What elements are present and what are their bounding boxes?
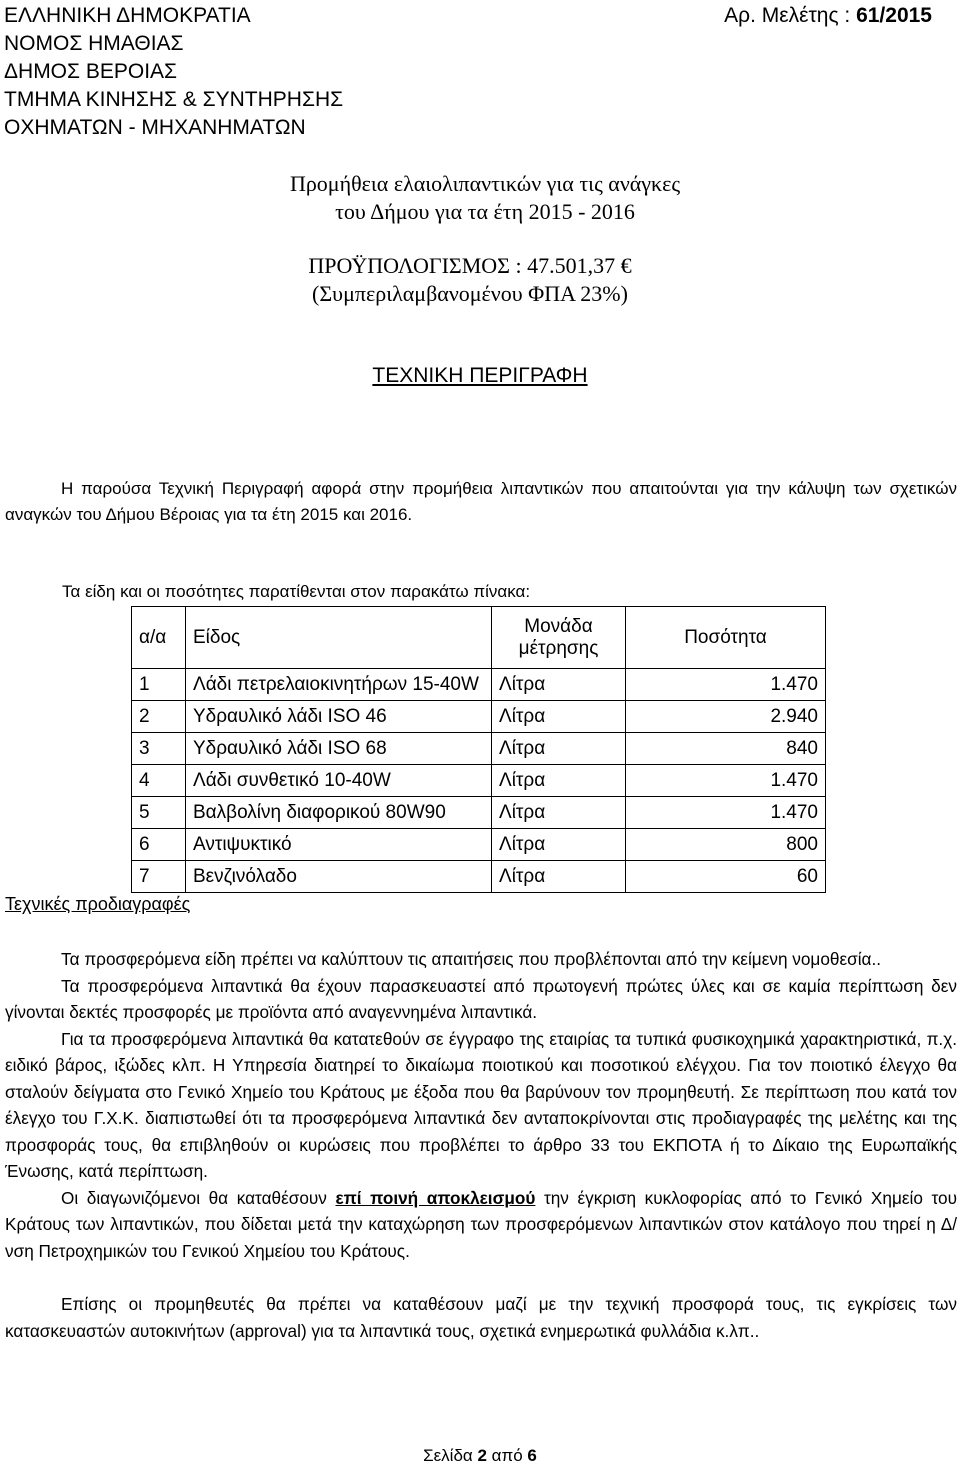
cell-eidos: Αντιψυκτικό xyxy=(186,829,492,861)
cell-qty: 2.940 xyxy=(626,701,826,733)
table-row xyxy=(132,861,826,893)
p4-before: Οι διαγωνιζόμενοι θα καταθέσουν xyxy=(61,1187,336,1208)
spec-paragraph-4 xyxy=(5,1185,957,1265)
intro-text: Η παρούσα Τεχνική Περιγραφή αφορά στην προμήθεια λιπαντικών που απαιτούνται για την κάλυψη των σχετικών αναγκών του Δήμου Βέροιας για τα έτη 2015 και 2016. xyxy=(5,479,957,524)
header-eidos: Είδος xyxy=(186,607,492,669)
cell-unit: Λίτρα xyxy=(492,861,626,893)
header-line-5: ΟΧΗΜΑΤΩΝ - ΜΗΧΑΝΗΜΑΤΩΝ xyxy=(4,116,306,139)
footer-page: 2 xyxy=(477,1446,487,1465)
cell-eidos: Λάδι συνθετικό 10-40W xyxy=(186,765,492,797)
spec-paragraph-3: Για τα προσφερόμενα λιπαντικά θα κατατεθούν σε έγγραφο της εταιρίας τα τυπικά φυσικοχημικά χαρακτηριστικά, π.χ. ειδικό βάρος, ιξώδες κλπ. Η Υπηρεσία διατηρεί το δικαίωμα ποιοτικού και ποσοτικού ελέγχου. Για τον ποιοτικό έλεγχο θα σταλούν δείγματα στο Γενικό Χημείο του Κράτους με έξοδα που θα βαρύνουν τον προμηθευτή. Σε περίπτωση που κατά τον έλεγχο του Γ.Χ.Κ. διαπιστωθεί ότι τα προσφερόμενα λιπαντικά δεν ανταποκρίνονται στις προδιαγραφές της μελέτης και της προσφοράς τους, θα επιβληθούν οι κυρώσεις που προβλέπει το άρθρο 33 του ΕΚΠΟΤΑ ή το Δίκαιο της Ευρωπαϊκής Ένωσης, κατά περίπτωση. xyxy=(5,1028,957,1181)
specifications-heading: Τεχνικές προδιαγραφές xyxy=(5,894,191,914)
header-unit-line1: Μονάδα xyxy=(524,615,593,637)
header-line-1: ΕΛΛΗΝΙΚΗ ΔΗΜΟΚΡΑΤΙΑ xyxy=(4,4,251,27)
document-title xyxy=(250,170,720,226)
cell-aa: 4 xyxy=(132,765,186,797)
header-line-4: ΤΜΗΜΑ ΚΙΝΗΣΗΣ & ΣΥΝΤΗΡΗΣΗΣ xyxy=(4,88,344,111)
cell-qty: 1.470 xyxy=(626,765,826,797)
table-row xyxy=(132,797,826,829)
study-number xyxy=(724,2,932,30)
cell-unit: Λίτρα xyxy=(492,669,626,701)
p4-emphasis: επί ποινή αποκλεισμού xyxy=(335,1187,536,1208)
cell-unit: Λίτρα xyxy=(492,765,626,797)
table-row xyxy=(132,701,826,733)
cell-unit: Λίτρα xyxy=(492,797,626,829)
table-row xyxy=(132,669,826,701)
study-number-value: 61/2015 xyxy=(856,4,932,27)
issuer-header xyxy=(4,2,343,142)
cell-unit: Λίτρα xyxy=(492,733,626,765)
cell-unit: Λίτρα xyxy=(492,701,626,733)
cell-aa: 1 xyxy=(132,669,186,701)
cell-eidos: Υδραυλικό λάδι ISO 68 xyxy=(186,733,492,765)
cell-eidos: Βαλβολίνη διαφορικού 80W90 xyxy=(186,797,492,829)
cell-aa: 5 xyxy=(132,797,186,829)
cell-aa: 3 xyxy=(132,733,186,765)
specifications-body xyxy=(5,946,957,1344)
cell-eidos: Βενζινόλαδο xyxy=(186,861,492,893)
budget-line-2: (Συμπεριλαμβανομένου ΦΠΑ 23%) xyxy=(312,281,628,306)
cell-aa: 2 xyxy=(132,701,186,733)
spec-paragraph-1: Τα προσφερόμενα είδη πρέπει να καλύπτουν τις απαιτήσεις που προβλέπονται από την κείμενη νομοθεσία.. xyxy=(61,949,882,969)
spec-paragraph-5: Επίσης οι προμηθευτές θα πρέπει να καταθέσουν μαζί με την τεχνική προσφορά τους, τις εγκρίσεις των κατασκευαστών αυτοκινήτων (approval) για τα λιπαντικά τους, σχετικά ενημερωτικά φυλλάδια κ.λπ.. xyxy=(5,1294,957,1341)
cell-aa: 6 xyxy=(132,829,186,861)
header-line-2: ΝΟΜΟΣ ΗΜΑΘΙΑΣ xyxy=(4,32,184,55)
study-number-label: Αρ. Μελέτης : xyxy=(724,4,857,27)
page-footer xyxy=(0,1446,960,1466)
spec-paragraph-2: Τα προσφερόμενα λιπαντικά θα έχουν παρασκευαστεί από πρωτογενή πρώτες ύλες και σε καμία περίπτωση δεν γίνονται δεκτές προσφορές με προϊόντα από αναγεννημένα λιπαντικά. xyxy=(5,975,957,1022)
technical-description-heading: ΤΕΧΝΙΚΗ ΠΕΡΙΓΡΑΦΗ xyxy=(372,364,588,387)
cell-qty: 840 xyxy=(626,733,826,765)
cell-qty: 60 xyxy=(626,861,826,893)
table-row xyxy=(132,829,826,861)
footer-of: από xyxy=(486,1446,528,1465)
cell-eidos: Λάδι πετρελαιοκινητήρων 15-40W xyxy=(186,669,492,701)
cell-qty: 1.470 xyxy=(626,797,826,829)
table-header-row xyxy=(132,607,826,669)
cell-aa: 7 xyxy=(132,861,186,893)
header-qty: Ποσότητα xyxy=(626,607,826,669)
table-row xyxy=(132,733,826,765)
header-aa: α/α xyxy=(132,607,186,669)
p4-after: την έγκριση κυκλοφορίας από το Γενικό Χημείο του Κράτους των λιπαντικών, που δίδεται μετά την καταχώρηση των προσφερόμενων λιπαντικών στον κατάλογο που τηρεί η Δ/νση Πετροχημικών του Γενικού Χημείου του Κράτους. xyxy=(5,1187,957,1261)
title-line-2: του Δήμου για τα έτη 2015 - 2016 xyxy=(335,199,635,224)
cell-unit: Λίτρα xyxy=(492,829,626,861)
table-row xyxy=(132,765,826,797)
table-lead-text: Τα είδη και οι ποσότητες παρατίθενται στον παρακάτω πίνακα: xyxy=(62,582,531,601)
budget-block xyxy=(250,252,690,308)
header-line-3: ΔΗΜΟΣ ΒΕΡΟΙΑΣ xyxy=(4,60,178,83)
cell-eidos: Υδραυλικό λάδι ISO 46 xyxy=(186,701,492,733)
intro-paragraph xyxy=(5,476,957,528)
header-unit xyxy=(492,607,626,669)
budget-line-1: ΠΡΟΫΠΟΛΟΓΙΣΜΟΣ : 47.501,37 € xyxy=(308,253,632,278)
cell-qty: 1.470 xyxy=(626,669,826,701)
cell-qty: 800 xyxy=(626,829,826,861)
footer-total: 6 xyxy=(527,1446,537,1465)
footer-label: Σελίδα xyxy=(423,1446,478,1465)
header-unit-line2: μέτρησης xyxy=(518,637,599,659)
title-line-1: Προμήθεια ελαιολιπαντικών για τις ανάγκες xyxy=(289,171,681,196)
items-table xyxy=(131,606,826,893)
